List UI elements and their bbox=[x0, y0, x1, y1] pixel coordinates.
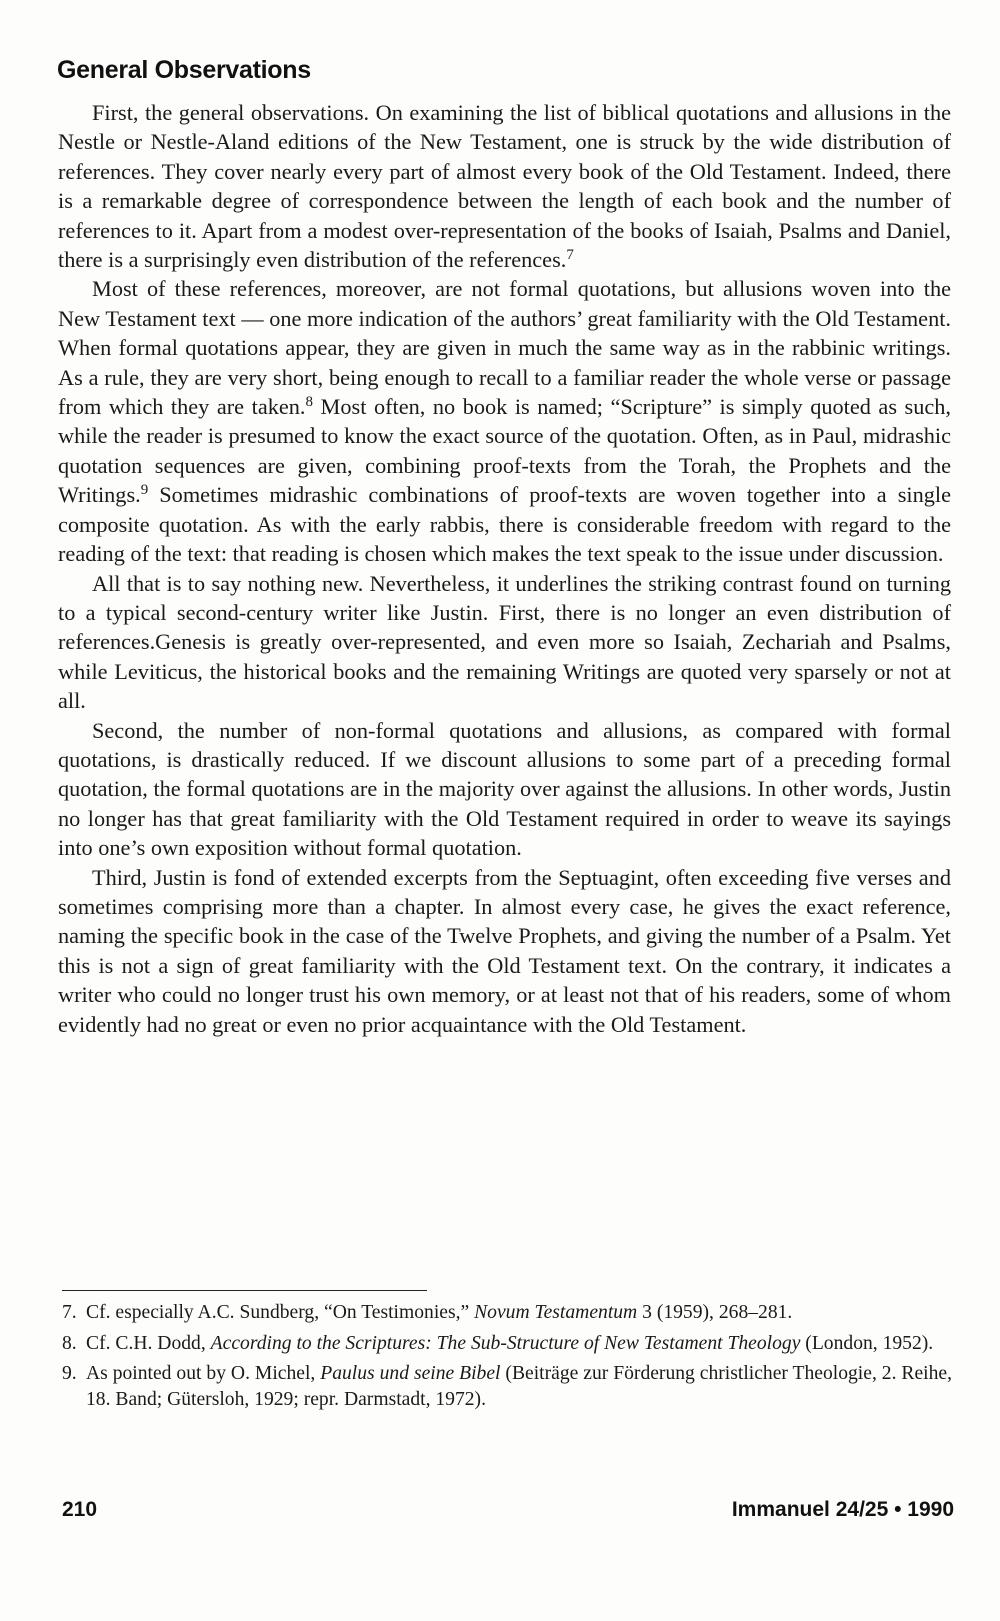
paragraph: First, the general observations. On examining the list of biblical quotations and allusions in the Nestle or Nestle-Aland editions of the New Testament, one is struck by the wide distribution of references. They cover nearly every part of almost every book of the Old Testament. Indeed, there is a remarkable degree of correspondence between the length of each book and the number of references to it. Apart from a modest over-representation of the books of Isaiah, Psalms and Daniel, there is a surprisingly even distribution of the references.$^7$ bbox=[58, 100, 951, 273]
footnote: 8. Cf. C.H. Dodd, According to the Scriptures: The Sub-Structure of New Testament Theology (London, 1952). bbox=[62, 1331, 952, 1357]
journal-info: Immanuel 24/25 • 1990 bbox=[731, 1498, 954, 1521]
footnote-number: 8. bbox=[62, 1332, 77, 1354]
footnote-divider bbox=[62, 1290, 427, 1291]
footnotes bbox=[62, 1300, 952, 1417]
footnote-ref[interactable]: 7 bbox=[566, 247, 574, 264]
section-heading: General Observations bbox=[57, 56, 311, 84]
paragraph: Most of these references, moreover, are not formal quotations, but allusions woven into the New Testament text — one more indication of the authors’ great familiarity with the Old Testament. When formal quotations appear, they are given in much the same way as in the rabbinic writings. As a rule, they are very short, being enough to recall to a familiar reader the whole verse or passage from which they are taken.$^8$ Most often, no book is named; “Scripture” is simply quoted as such, while the reader is presumed to know the exact source of the quotation. Often, as in Paul, midrashic quotation sequences are given, combining proof-texts from the Torah, the Prophets and the Writings.$^9$ Sometimes midrashic combinations of proof-texts are woven together into a single composite quotation. As with the early rabbis, there is considerable freedom with regard to the reading of the text: that reading is chosen which makes the text speak to the issue under discussion. bbox=[58, 276, 952, 567]
page-footer bbox=[62, 1498, 954, 1522]
footnote-number: 7. bbox=[62, 1302, 77, 1323]
cited-title: Paulus und seine Bibel bbox=[320, 1363, 501, 1384]
footnote-number: 9. bbox=[62, 1363, 77, 1384]
paragraph: All that is to say nothing new. Nevertheless, it underlines the striking contrast found on turning to a typical second-century writer like Justin. First, there is no longer an even distribution of references.Genesis is greatly over-represented, and even more so Isaiah, Zechariah and Psalms, while Leviticus, the historical books and the remaining Writings are quoted very sparsely or not at all. bbox=[58, 570, 951, 714]
paragraph: Second, the number of non-formal quotations and allusions, as compared with formal quotations, is drastically reduced. If we discount allusions to some part of a preceding formal quotation, the formal quotations are in the majority over against the allusions. In other words, Justin no longer has that great familiarity with the Old Testament required in order to weave its sayings into one’s own exposition without formal quotation. bbox=[58, 717, 951, 861]
footnote: 9. As pointed out by O. Michel, Paulus und seine Bibel (Beiträge zur Förderung christlicher Theologie, 2. Reihe, 18. Band; Gütersloh, 1929; repr. Darmstadt, 1972). bbox=[62, 1361, 952, 1412]
paragraph: Third, Justin is fond of extended excerpts from the Septuagint, often exceeding five verses and sometimes comprising more than a chapter. In almost every case, he gives the exact reference, naming the specific book in the case of the Twelve Prophets, and giving the number of a Psalm. Yet this is not a sign of great familiarity with the Old Testament text. On the contrary, it indicates a writer who could no longer trust his own memory, or at least not that of his readers, some of whom evidently had no great or even no prior acquaintance with the Old Testament. bbox=[58, 864, 951, 1037]
cited-title: According to the Scriptures: The Sub-Structure of New Testament Theology bbox=[210, 1332, 801, 1354]
footnote-ref[interactable]: 8 bbox=[305, 394, 313, 411]
footnote-ref[interactable]: 9 bbox=[140, 482, 149, 499]
footnote: 7. Cf. especially A.C. Sundberg, “On Testimonies,” Novum Testamentum 3 (1959), 268–281. bbox=[62, 1300, 952, 1326]
page-number: 210 bbox=[62, 1498, 98, 1521]
body-text bbox=[58, 98, 951, 1039]
cited-title: Novum Testamentum bbox=[474, 1302, 638, 1323]
